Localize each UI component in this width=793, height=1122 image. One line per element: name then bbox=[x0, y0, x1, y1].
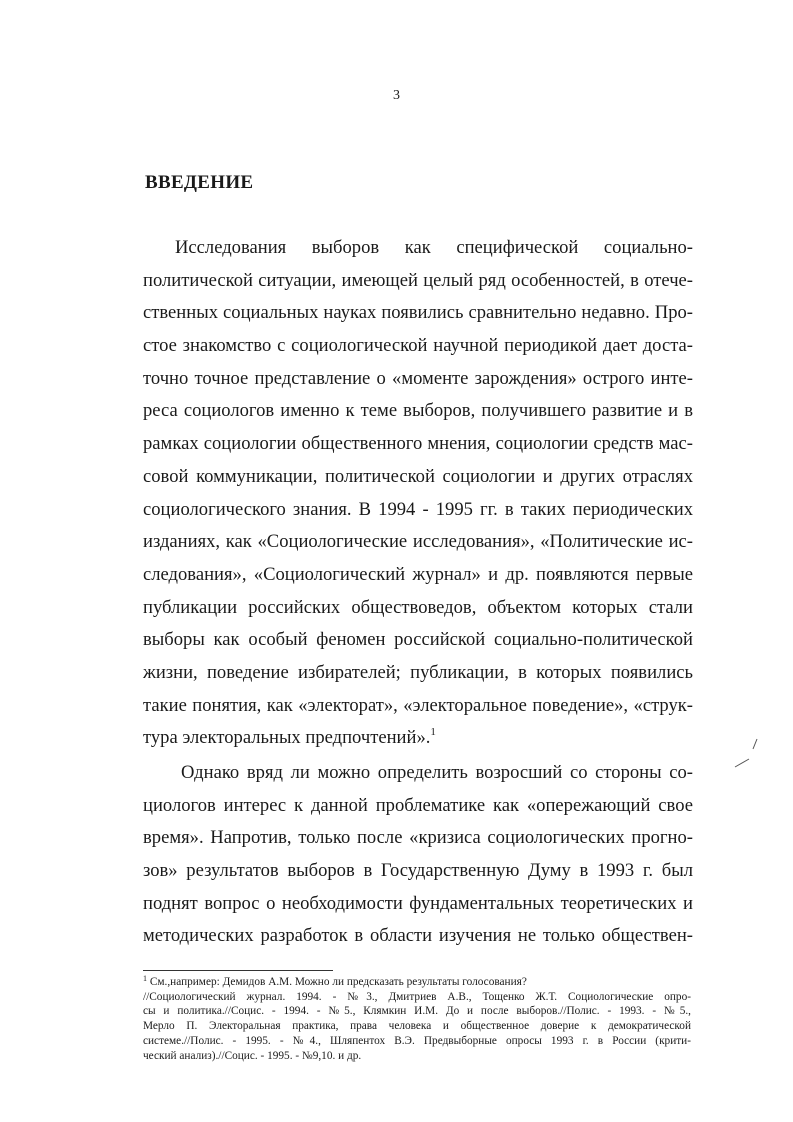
text-line: такие понятия, как «электорат», «электоральное поведение», «струк- bbox=[143, 694, 693, 716]
paragraph-1 bbox=[143, 232, 693, 755]
text-line: циологов интерес к данной проблематике как «опережающий свое bbox=[143, 794, 693, 816]
footnote-reference: 1 bbox=[430, 726, 436, 739]
footnote-line-content: См.,например: Демидов А.М. Можно ли предсказать результаты голосования? bbox=[147, 976, 527, 988]
text-line: зов» результатов выборов в Государственную Думу в 1993 г. был bbox=[143, 860, 693, 882]
footnote-marker: 1 bbox=[143, 974, 147, 983]
text-line: рамках социологии общественного мнения, социологии средств мас- bbox=[143, 433, 693, 455]
text-line: следования», «Социологический журнал» и др. появляются первые bbox=[143, 563, 693, 585]
text-line: изданиях, как «Социологические исследования», «Политические ис- bbox=[143, 531, 693, 553]
footnote-line: сы и политика.//Социс. - 1994. - №5., Клямкин И.М. До и после выборов.//Полис. - 1993. - №5., bbox=[143, 1005, 691, 1018]
text-line: публикации российских обществоведов, объектом которых стали bbox=[143, 596, 693, 618]
footnote bbox=[143, 975, 691, 1063]
footnote-line: //Социологический журнал. 1994. - №3., Дмитриев А.В., Тощенко Ж.Т. Социологические опро- bbox=[143, 990, 691, 1003]
footnote-line: Мерло П. Электоральная практика, права человека и общественное доверие к демократической bbox=[143, 1020, 691, 1033]
text-line: ственных социальных науках появились сравнительно недавно. Про- bbox=[143, 302, 693, 324]
text-line bbox=[143, 722, 693, 755]
text-line: жизни, поведение избирателей; публикации, в которых появились bbox=[143, 661, 693, 683]
text-line: реса социологов именно к теме выборов, получившего развитие и в bbox=[143, 400, 693, 422]
text-line: совой коммуникации, политической социологии и других отраслях bbox=[143, 465, 693, 487]
footnote-divider bbox=[143, 970, 333, 971]
text-line: методических разработок в области изучения не только обществен- bbox=[143, 925, 693, 947]
section-heading: ВВЕДЕНИЕ bbox=[145, 172, 254, 193]
footnote-line: системе.//Полис. - 1995. - №4., Шляпентох В.Э. Предвыборные опросы 1993 г. в России (крити- bbox=[143, 1034, 691, 1047]
page-number: 3 bbox=[393, 88, 400, 103]
paragraph-2 bbox=[143, 757, 693, 953]
text-line: политической ситуации, имеющей целый ряд особенностей, в отече- bbox=[143, 269, 693, 291]
text-line: стое знакомство с социологической научной периодикой дает доста- bbox=[143, 335, 693, 357]
text-line: Однако вряд ли можно определить возросший со стороны со- bbox=[181, 762, 693, 783]
text-line: поднят вопрос о необходимости фундаментальных теоретических и bbox=[143, 892, 693, 914]
text-line-content: тура электоральных предпочтений». bbox=[143, 727, 431, 749]
text-line: Исследования выборов как специфической социально- bbox=[175, 237, 693, 258]
scan-artifact-mark bbox=[733, 737, 759, 769]
body-text bbox=[143, 232, 693, 953]
text-line: выборы как особый феномен российской социально-политической bbox=[143, 629, 693, 651]
footnote-line: ческий анализ).//Социс. - 1995. - №9,10. и др. bbox=[143, 1049, 362, 1062]
text-line: точно точное представление о «моменте зарождения» острого инте- bbox=[143, 367, 693, 389]
footnote-line bbox=[143, 975, 691, 990]
text-line: время». Напротив, только после «кризиса социологических прогно- bbox=[143, 827, 693, 849]
text-line: социологического знания. В 1994 - 1995 гг. в таких периодических bbox=[143, 498, 693, 520]
